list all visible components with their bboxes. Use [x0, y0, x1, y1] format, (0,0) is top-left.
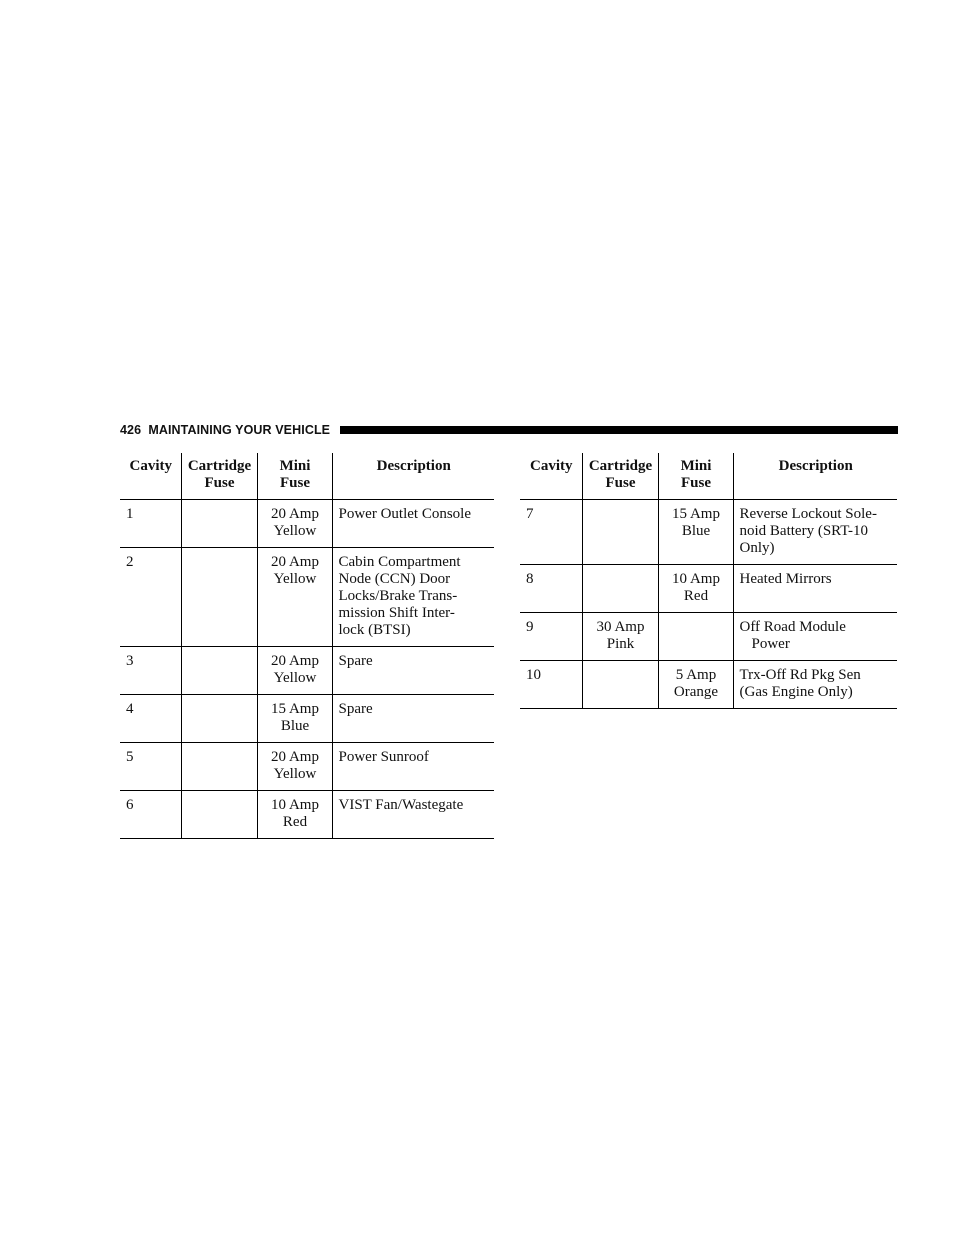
- page-number: 426: [120, 423, 142, 437]
- header-description: Description: [733, 453, 897, 500]
- header-mini-fuse: Mini Fuse: [257, 453, 332, 500]
- cell-description: [332, 647, 494, 695]
- description-line: mission Shift Inter-: [338, 605, 455, 621]
- table-row: [120, 548, 494, 647]
- cell-mini-fuse: [257, 500, 332, 548]
- cell-cartridge-fuse: [582, 500, 658, 565]
- cell-description: [332, 500, 494, 548]
- header-mini-fuse: Mini Fuse: [658, 453, 733, 500]
- cell-cavity: 9: [520, 613, 582, 661]
- description-line: Only): [739, 540, 775, 556]
- page-header: [120, 421, 898, 439]
- cell-mini-fuse: [257, 548, 332, 647]
- header-rule: [340, 426, 898, 434]
- mini-fuse-line: Red: [683, 588, 709, 604]
- table-row: [520, 565, 897, 613]
- cell-cavity: 5: [120, 743, 181, 791]
- mini-fuse-line: 20 Amp: [271, 749, 319, 765]
- table-body-left: [120, 500, 494, 839]
- description-line: Power: [751, 636, 790, 652]
- table-row: [120, 791, 494, 839]
- description-line: VIST Fan/Wastegate: [338, 797, 464, 813]
- description-line: (Gas Engine Only): [739, 684, 853, 700]
- cell-cartridge-fuse: [181, 548, 257, 647]
- description-line: lock (BTSI): [338, 622, 411, 638]
- table-body-right: [520, 500, 897, 709]
- cell-cartridge-fuse: [582, 661, 658, 709]
- cell-mini-fuse: [658, 500, 733, 565]
- description-line: Cabin Compartment: [338, 554, 461, 570]
- header-cartridge-fuse: Cartridge Fuse: [181, 453, 257, 500]
- header-description: Description: [332, 453, 494, 500]
- description-line: noid Battery (SRT-10: [739, 523, 869, 539]
- description-line: Power Sunroof: [338, 749, 429, 765]
- cell-mini-fuse: [658, 661, 733, 709]
- description-line: Trx-Off Rd Pkg Sen: [739, 667, 861, 683]
- cell-cavity: 2: [120, 548, 181, 647]
- cartridge-fuse-line: Pink: [606, 636, 635, 652]
- mini-fuse-line: 20 Amp: [271, 554, 319, 570]
- description-line: Node (CCN) Door: [338, 571, 451, 587]
- mini-fuse-line: 10 Amp: [271, 797, 319, 813]
- cell-description: [332, 791, 494, 839]
- description-line: Spare: [338, 701, 373, 717]
- cell-cavity: 6: [120, 791, 181, 839]
- cell-mini-fuse: [658, 613, 733, 661]
- cell-description: [733, 565, 897, 613]
- description-line: Heated Mirrors: [739, 571, 832, 587]
- cell-cavity: 10: [520, 661, 582, 709]
- description-line: Reverse Lockout Sole-: [739, 506, 877, 522]
- cell-cavity: 3: [120, 647, 181, 695]
- description-line: Off Road Module: [739, 619, 846, 635]
- mini-fuse-line: Blue: [681, 523, 711, 539]
- cell-description: [733, 613, 897, 661]
- cell-mini-fuse: [658, 565, 733, 613]
- cell-cartridge-fuse: [181, 791, 257, 839]
- page-header-text: [120, 423, 340, 437]
- cell-cavity: 8: [520, 565, 582, 613]
- description-line: Power Outlet Console: [338, 506, 471, 522]
- cell-description: [733, 661, 897, 709]
- description-line: Locks/Brake Trans-: [338, 588, 458, 604]
- cell-description: [733, 500, 897, 565]
- cell-cartridge-fuse: [582, 613, 658, 661]
- cell-cavity: 4: [120, 695, 181, 743]
- mini-fuse-line: 5 Amp: [675, 667, 717, 683]
- table-header-row: [120, 453, 494, 500]
- mini-fuse-line: Orange: [673, 684, 719, 700]
- table-row: [520, 661, 897, 709]
- table-header-row: [520, 453, 897, 500]
- mini-fuse-line: Red: [282, 814, 308, 830]
- mini-fuse-line: Yellow: [273, 571, 317, 587]
- table-row: [120, 647, 494, 695]
- fuse-table-left: [120, 453, 494, 839]
- cell-description: [332, 548, 494, 647]
- cell-cartridge-fuse: [582, 565, 658, 613]
- cell-cartridge-fuse: [181, 500, 257, 548]
- mini-fuse-line: 15 Amp: [672, 506, 720, 522]
- mini-fuse-line: 20 Amp: [271, 506, 319, 522]
- mini-fuse-line: 10 Amp: [672, 571, 720, 587]
- fuse-table-right: [520, 453, 897, 709]
- cell-mini-fuse: [257, 695, 332, 743]
- table-row: [120, 743, 494, 791]
- description-line: Spare: [338, 653, 373, 669]
- section-title: MAINTAINING YOUR VEHICLE: [148, 423, 331, 437]
- mini-fuse-line: Yellow: [273, 523, 317, 539]
- mini-fuse-line: Blue: [280, 718, 310, 734]
- table-row: [120, 500, 494, 548]
- header-cartridge-fuse: Cartridge Fuse: [582, 453, 658, 500]
- table-row: [120, 695, 494, 743]
- mini-fuse-line: 15 Amp: [271, 701, 319, 717]
- cell-cavity: 1: [120, 500, 181, 548]
- mini-fuse-line: Yellow: [273, 670, 317, 686]
- cell-description: [332, 695, 494, 743]
- header-cavity: Cavity: [520, 453, 582, 500]
- cell-mini-fuse: [257, 791, 332, 839]
- table-row: [520, 613, 897, 661]
- cartridge-fuse-line: 30 Amp: [596, 619, 645, 635]
- mini-fuse-line: Yellow: [273, 766, 317, 782]
- cell-cartridge-fuse: [181, 743, 257, 791]
- table-row: [520, 500, 897, 565]
- mini-fuse-line: 20 Amp: [271, 653, 319, 669]
- cell-mini-fuse: [257, 647, 332, 695]
- cell-cavity: 7: [520, 500, 582, 565]
- header-cavity: Cavity: [120, 453, 181, 500]
- cell-cartridge-fuse: [181, 695, 257, 743]
- cell-description: [332, 743, 494, 791]
- cell-cartridge-fuse: [181, 647, 257, 695]
- cell-mini-fuse: [257, 743, 332, 791]
